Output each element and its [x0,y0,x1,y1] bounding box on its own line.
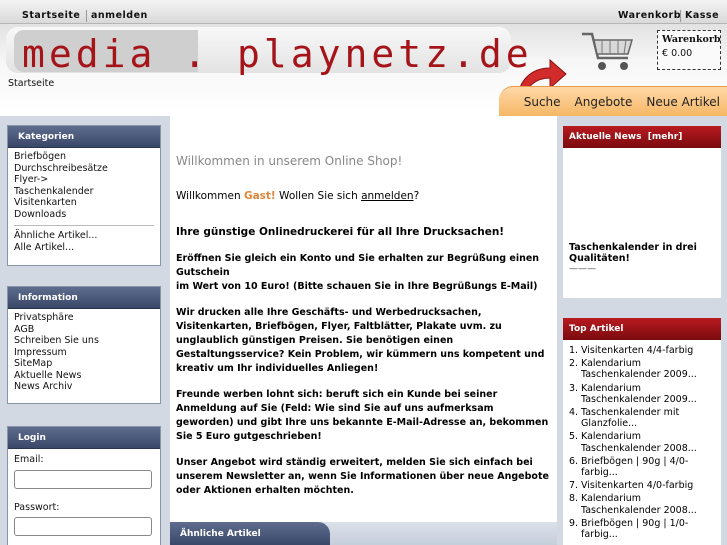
list-item[interactable]: 7. Visitenkarten 4/0-farbig [569,480,694,492]
tab-offers[interactable]: Angebote [574,95,633,109]
top-navigation [0,0,727,24]
info-item-sitemap[interactable]: SiteMap [14,358,53,369]
categories-box [7,125,161,266]
email-field[interactable] [14,470,152,489]
login-box [7,426,161,545]
cart-summary-title: Warenkorb [662,34,721,45]
logo[interactable] [6,27,533,76]
logo-text: media . playnetz.de [22,32,533,76]
list-item[interactable]: 9. Briefbögen | 90g | 1/0-farbig... [569,517,689,541]
list-item[interactable]: 2. Kalendarium Taschenkalender 2009... [569,358,697,381]
paragraph-voucher: Eröffnen Sie gleich ein Konto und Sie erhalten zur Begrüßung einen Gutschein im Wert von 10 Euro! (Bitte schauen Sie in Ihre Begrüßungs E-Mail) [176,253,540,292]
login-title: Login [8,427,160,449]
tab-new-articles[interactable]: Neue Artikel [646,95,720,109]
similar-articles-title: Ähnliche Artikel [170,522,330,545]
home-link[interactable]: Startseite [22,10,81,21]
list-item[interactable]: 5. Kalendarium Taschenkalender 2008... [569,431,697,454]
news-item[interactable]: Taschenkalender in drei Qualitäten! ——— [569,242,717,270]
guest-name: Gast! [243,190,276,202]
info-item-imprint[interactable]: Impressum [14,346,67,358]
password-label: Passwort: [14,501,60,513]
top-articles-title: Top Artikel [563,318,721,340]
welcome-login-link[interactable]: anmelden [361,190,414,202]
info-item-news[interactable]: Aktuelle News [14,369,82,381]
similar-articles-link[interactable]: Ähnliche Artikel... [14,230,98,241]
all-articles-link[interactable]: Alle Artikel... [14,241,75,253]
category-item[interactable]: Briefbögen [14,151,66,162]
category-item[interactable]: Taschenkalender [14,185,94,197]
tab-search[interactable]: Suche [523,95,561,109]
news-more-link[interactable]: [mehr] [647,132,683,142]
news-title: Aktuelle News [mehr] [563,126,721,148]
header-tabs [499,86,727,116]
information-box [7,286,161,404]
category-item[interactable]: Visitenkarten [14,197,77,208]
cart-summary[interactable] [657,30,721,70]
main-content [170,116,557,545]
paragraph-services: Wir drucken alle Ihre Geschäfts- und Werbedrucksachen, Visitenkarten, Briefbögen, Flyer, Faltblätter, Plakate uvm. zu unglaublich günstigen Preisen. Sie benötigen einen Gestaltungsservice? Kein Problem, wir kümmern uns kompetent und kreativ um Ihr individuelles Anliegen! [176,307,545,374]
divider [14,225,154,226]
list-item[interactable]: 1. Visitenkarten 4/4-farbig [569,345,694,356]
breadcrumb[interactable]: Startseite [8,78,55,89]
information-title: Information [8,287,160,309]
header [0,24,727,116]
info-item-news-archive[interactable]: News Archiv [14,381,73,392]
password-field[interactable] [14,517,152,536]
checkout-link[interactable]: Kasse [680,10,723,22]
page-title: Willkommen in unserem Online Shop! [176,154,403,168]
cart-summary-value: € 0.00 [662,48,693,59]
info-item-terms[interactable]: AGB [14,323,35,335]
login-link[interactable]: anmelden [86,10,152,22]
category-item[interactable]: Durchschreibesätze [14,162,108,174]
similar-articles-bar [170,522,557,545]
email-label: Email: [14,454,44,465]
right-sidebar [557,116,727,545]
info-item-privacy[interactable]: Privatsphäre [14,312,74,323]
cart-link[interactable]: Warenkorb [618,10,682,21]
info-item-contact[interactable]: Schreiben Sie uns [14,335,99,346]
list-item[interactable]: 6. Briefbögen | 90g | 4/0-farbig... [569,455,689,479]
list-item[interactable]: 3. Kalendarium Taschenkalender 2009... [569,382,697,405]
top-articles-list [563,340,721,540]
left-sidebar [0,116,170,545]
top-articles-box [563,318,721,545]
categories-title: Kategorien [8,126,160,148]
news-item-truncated: ——— [569,264,596,270]
welcome-text: Willkommen Gast! Wollen Sie sich anmelden? [176,190,420,202]
category-item[interactable]: Downloads [14,208,67,220]
paragraph-newsletter: Unser Angebot wird ständig erweitert, melden Sie sich einfach bei unserem Newsletter an, wenn Sie Informationen über neue Angebote oder Aktionen erhalten möchten. [176,457,549,496]
paragraph-referral: Freunde werben lohnt sich: beruft sich ein Kunde bei seiner Anmeldung auf Sie (Feld: Wie sind Sie auf uns aufmerksam geworden) und gibt Ihre uns bekannte E-Mail-Adresse an, bekommen Sie 5 Euro gutgeschrieben! [176,389,549,442]
news-box [563,126,721,298]
category-item[interactable]: Flyer-> [14,174,49,185]
list-item[interactable]: 8. Kalendarium Taschenkalender 2008... [569,493,697,516]
headline: Ihre günstige Onlinedruckerei für all Ihre Drucksachen! [176,226,505,238]
shopping-cart-icon[interactable] [578,28,638,74]
list-item[interactable]: 4. Taschenkalender mit Glanzfolie... [569,407,680,430]
